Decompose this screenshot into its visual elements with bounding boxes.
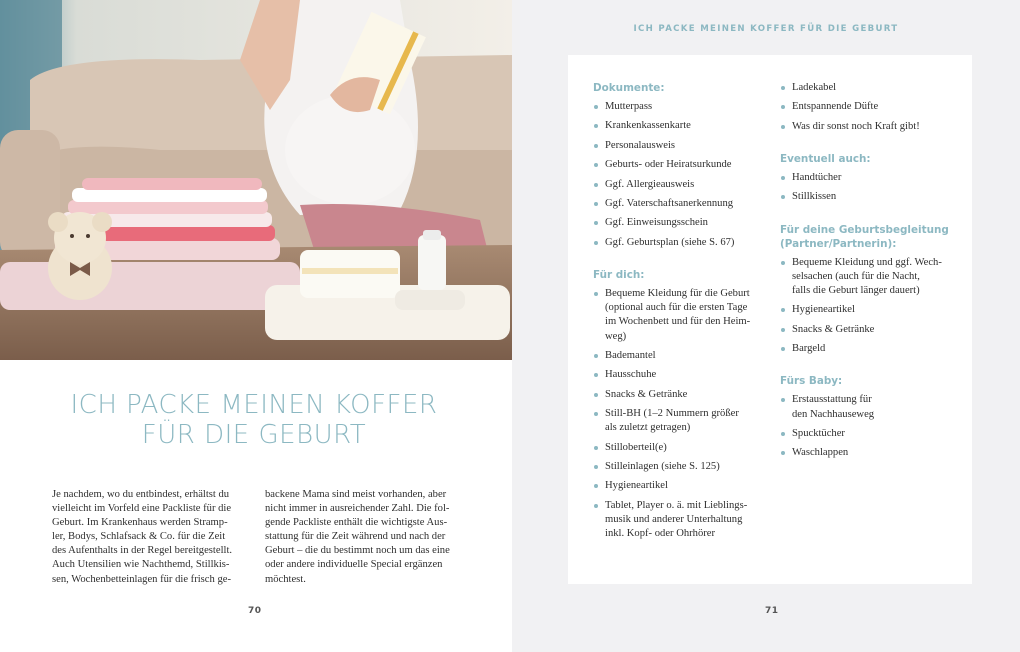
list-section bbox=[593, 81, 763, 250]
list-item: Erstausstattung für den Nachhauseweg bbox=[780, 393, 956, 421]
list-item: Stilleinlagen (siehe S. 125) bbox=[593, 460, 763, 474]
list-item: Hygieneartikel bbox=[780, 303, 956, 317]
list-section-heading: Für deine Geburtsbegleitung (Partner/Partnerin): bbox=[780, 223, 949, 250]
list-section-items bbox=[780, 256, 956, 357]
list-section-items bbox=[780, 393, 956, 460]
list-item: Stilloberteil(e) bbox=[593, 441, 763, 455]
list-section-heading: Für dich: bbox=[593, 268, 645, 281]
body-column-2 bbox=[265, 488, 455, 587]
list-section-heading: Fürs Baby: bbox=[780, 375, 843, 388]
packing-list-column-1 bbox=[593, 81, 763, 559]
list-item: Krankenkassenkarte bbox=[593, 119, 763, 133]
page-number-left: 70 bbox=[248, 606, 262, 616]
list-item: Bequeme Kleidung und ggf. Wech- selsachen (auch für die Nacht, falls die Geburt länger dauert) bbox=[780, 256, 956, 299]
list-item: Ggf. Allergieausweis bbox=[593, 178, 763, 192]
list-item: Bademantel bbox=[593, 349, 763, 363]
list-item: Snacks & Getränke bbox=[780, 323, 956, 337]
list-item: Bargeld bbox=[780, 342, 956, 356]
body-column-1 bbox=[52, 488, 242, 587]
list-item: Geburts- oder Heiratsurkunde bbox=[593, 158, 763, 172]
list-item: Mutterpass bbox=[593, 100, 763, 114]
list-section-heading: Dokumente: bbox=[593, 82, 665, 94]
list-item: Tablet, Player o. ä. mit Lieblings- musik und anderer Unterhaltung inkl. Kopf- oder Ohrhörer bbox=[593, 499, 763, 542]
chapter-title bbox=[0, 390, 508, 450]
list-item: Spucktücher bbox=[780, 427, 956, 441]
packing-list-column-2 bbox=[780, 81, 956, 479]
chapter-title-line1: ICH PACKE MEINEN KOFFER bbox=[70, 390, 438, 420]
list-section-continued bbox=[780, 81, 956, 134]
list-section-items bbox=[593, 100, 763, 250]
list-section bbox=[780, 152, 956, 205]
list-item: Hygieneartikel bbox=[593, 479, 763, 493]
list-item: Bequeme Kleidung für die Geburt (optional auch für die ersten Tage im Wochenbett und für den Heim- weg) bbox=[593, 287, 763, 344]
list-item: Ggf. Vaterschaftsanerkennung bbox=[593, 197, 763, 211]
list-section bbox=[593, 268, 763, 542]
list-item: Personalausweis bbox=[593, 139, 763, 153]
running-head: ICH PACKE MEINEN KOFFER FÜR DIE GEBURT bbox=[633, 24, 899, 34]
list-item: Ggf. Einweisungsschein bbox=[593, 216, 763, 230]
body-paragraph-1: Je nachdem, wo du entbindest, erhältst du vielleicht im Vorfeld eine Packliste für die Geburt. Im Krankenhaus werden Stramp- ler, Bodys, Schlafsack & Co. für die Zeit des Aufenthalts in der Regel bereitgestellt. Auch Utensilien wie Nachthemd, Stillkis- sen, Wochenbetteinlagen für die frisch ge- bbox=[52, 489, 233, 585]
chapter-title-line2: FÜR DIE GEBURT bbox=[141, 420, 367, 450]
list-item: Entspannende Düfte bbox=[780, 100, 956, 114]
list-item: Snacks & Getränke bbox=[593, 388, 763, 402]
list-section bbox=[780, 374, 956, 460]
body-paragraph-2: backene Mama sind meist vorhanden, aber nicht immer in ausreichender Zahl. Die fol- gende Packliste enthält die wichtigste Aus- stattung für die Zeit während und nach der Geburt – die du bestimmt noch um das eine oder andere individuelle Special ergänzen möchtest. bbox=[265, 489, 450, 585]
pregnant-woman-photo bbox=[0, 0, 512, 360]
list-item: Hausschuhe bbox=[593, 368, 763, 382]
list-item: Ggf. Geburtsplan (siehe S. 67) bbox=[593, 236, 763, 250]
list-section-heading: Eventuell auch: bbox=[780, 152, 871, 165]
list-item: Waschlappen bbox=[780, 446, 956, 460]
page-number-right: 71 bbox=[765, 606, 779, 616]
list-item: Ladekabel bbox=[780, 81, 956, 95]
list-section bbox=[780, 223, 956, 357]
list-item: Still-BH (1–2 Nummern größer als zuletzt getragen) bbox=[593, 407, 763, 435]
list-section-items bbox=[593, 287, 763, 542]
list-item: Was dir sonst noch Kraft gibt! bbox=[780, 120, 956, 134]
continued-items-list bbox=[780, 81, 956, 134]
list-item: Handtücher bbox=[780, 171, 956, 185]
list-item: Stillkissen bbox=[780, 190, 956, 204]
list-section-items bbox=[780, 171, 956, 205]
packing-list-card bbox=[568, 55, 972, 584]
